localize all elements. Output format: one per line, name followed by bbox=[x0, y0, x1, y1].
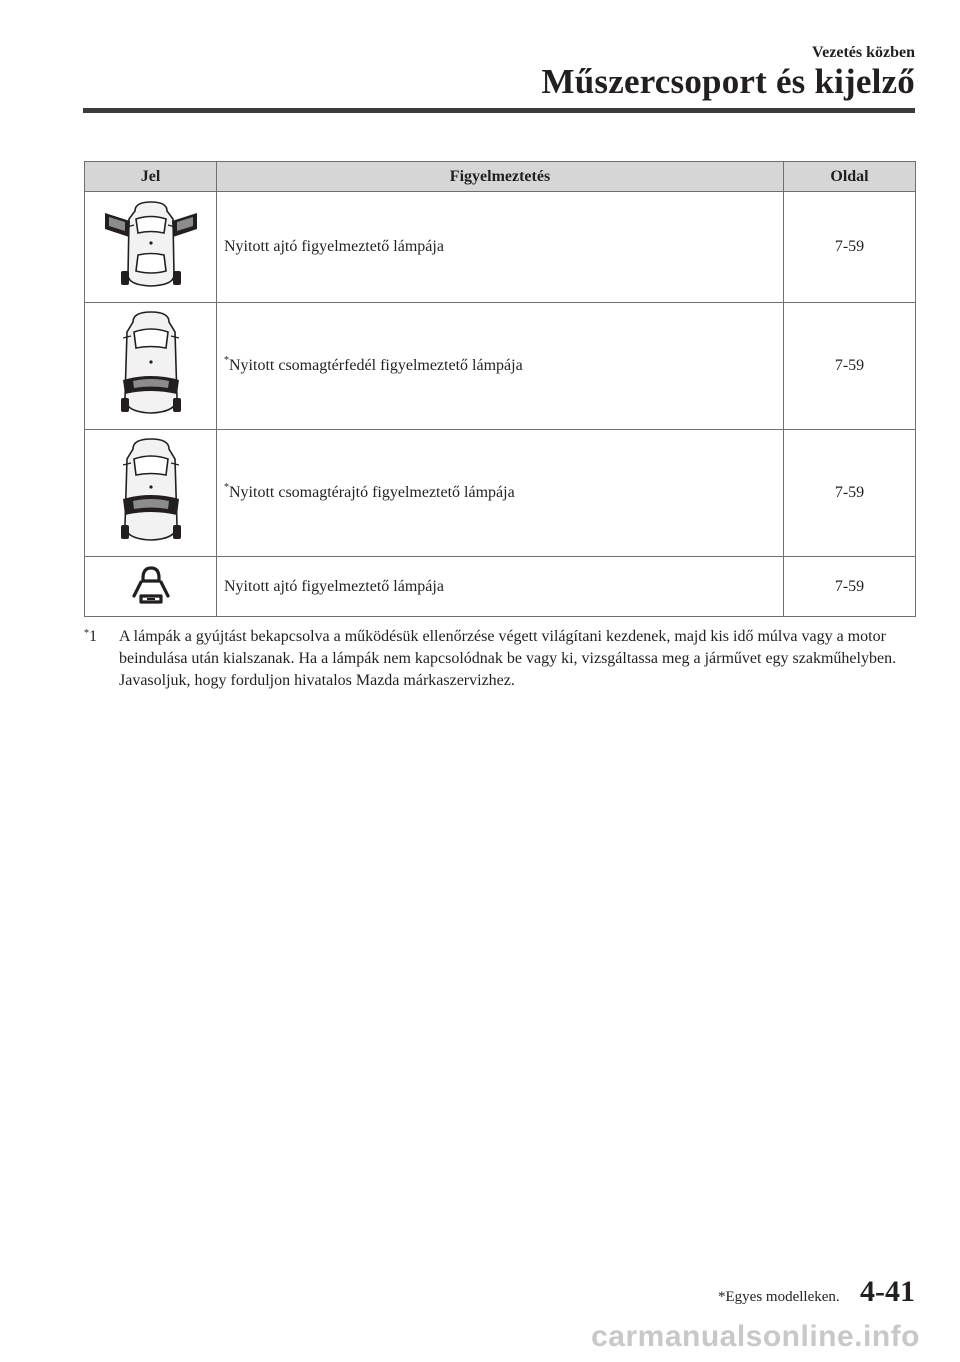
warning-label-cell bbox=[217, 192, 784, 303]
table-row bbox=[85, 303, 916, 430]
symbol-cell bbox=[85, 192, 217, 303]
watermark: carmanualsonline.info bbox=[591, 1320, 920, 1353]
page-title: Műszercsoport és kijelző bbox=[541, 62, 915, 101]
warning-lights-table bbox=[84, 161, 916, 617]
warning-label-cell bbox=[217, 557, 784, 617]
table-row bbox=[85, 430, 916, 557]
models-note: *Egyes modelleken. bbox=[718, 1289, 840, 1305]
page-reference: 7-59 bbox=[784, 430, 916, 557]
column-header-page: Oldal bbox=[784, 162, 916, 192]
page-reference: 7-59 bbox=[784, 303, 916, 430]
warning-label: Nyitott ajtó figyelmeztető lámpája bbox=[224, 577, 444, 595]
footnote-text: A lámpák a gyújtást bekapcsolva a működésük ellenőrzése végett világítani kezdenek, majd kis idő múlva vagy a motor beindulása után kialszanak. Ha a lámpák nem kapcsolódnak be vagy ki, vizsgáltassa meg a járművet egy szakműhelyben. Javasoljuk, hogy forduljon hivatalos Mazda márkaszervizhez. bbox=[119, 628, 897, 689]
symbol-cell bbox=[85, 430, 217, 557]
footnote-number bbox=[84, 626, 97, 648]
warning-label: Nyitott csomagtérajtó figyelmeztető lámpája bbox=[229, 484, 515, 501]
warning-label-cell bbox=[217, 303, 784, 430]
page-reference: 7-59 bbox=[784, 192, 916, 303]
symbol-cell bbox=[85, 303, 217, 430]
page-reference: 7-59 bbox=[784, 557, 916, 617]
footnote-marker: * bbox=[224, 482, 229, 493]
footnote bbox=[84, 626, 904, 692]
footnote-asterisk: * bbox=[84, 628, 89, 639]
table-row bbox=[85, 557, 916, 617]
footnote-marker: * bbox=[224, 355, 229, 366]
car-doors-open-icon bbox=[97, 197, 205, 293]
warning-label: Nyitott ajtó figyelmeztető lámpája bbox=[224, 238, 444, 255]
symbol-cell bbox=[85, 557, 217, 617]
header-divider bbox=[83, 108, 915, 113]
car-trunk-lid-open-icon bbox=[111, 308, 191, 420]
door-open-symbol-icon bbox=[129, 562, 173, 606]
footnote-index: 1 bbox=[89, 628, 97, 645]
section-title: Vezetés közben bbox=[812, 44, 915, 61]
car-liftgate-open-icon bbox=[111, 435, 191, 547]
warning-label: Nyitott csomagtérfedél figyelmeztető lámpája bbox=[229, 357, 523, 374]
page-number: 4-41 bbox=[860, 1275, 915, 1308]
table-header-row bbox=[85, 162, 916, 192]
table-row bbox=[85, 192, 916, 303]
column-header-warning: Figyelmeztetés bbox=[217, 162, 784, 192]
warning-label-cell bbox=[217, 430, 784, 557]
column-header-symbol: Jel bbox=[85, 162, 217, 192]
